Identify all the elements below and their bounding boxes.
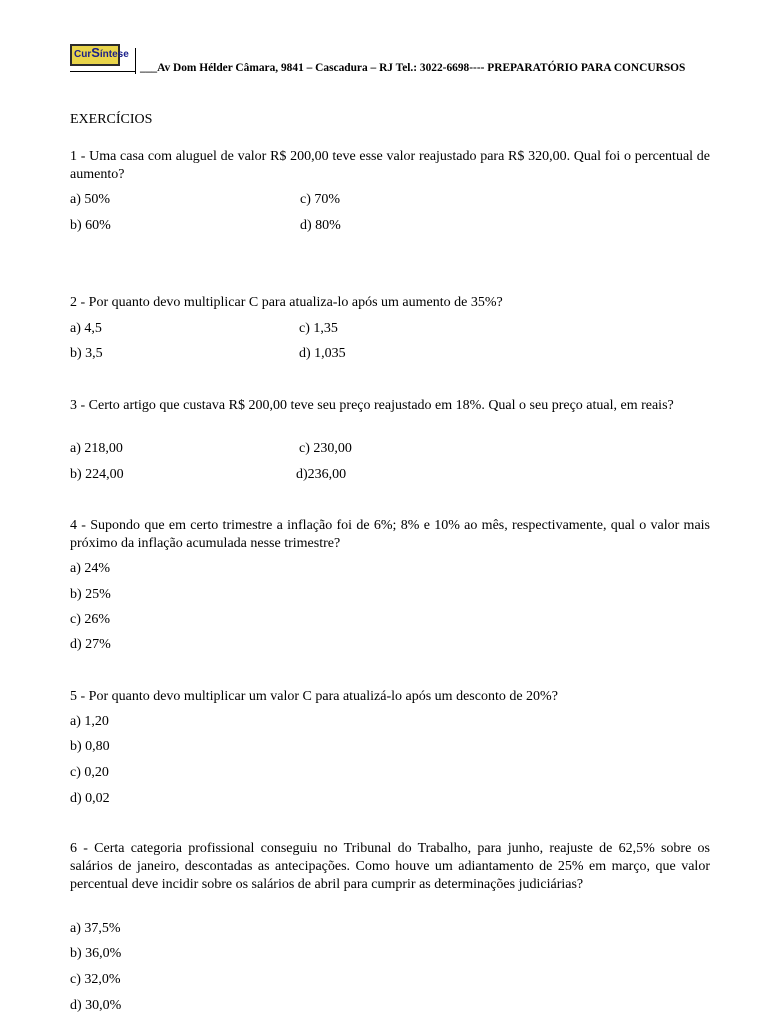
question-2: 2 - Por quanto devo multiplicar C para atualiza-lo após um aumento de 35%? bbox=[70, 295, 503, 310]
question-4-option-d: d) 27% bbox=[70, 637, 111, 652]
question-3-option-c: c) 230,00 bbox=[299, 441, 352, 456]
page-title: EXERCÍCIOS bbox=[70, 112, 153, 127]
question-1-option-a: a) 50% bbox=[70, 192, 111, 207]
question-1-option-d: d) 80% bbox=[300, 218, 341, 233]
question-6-option-a: a) 37,5% bbox=[70, 921, 121, 936]
question-1-option-c: c) 70% bbox=[300, 192, 341, 207]
question-3-option-b: b) 224,00 bbox=[70, 467, 124, 482]
question-3: 3 - Certo artigo que custava R$ 200,00 teve seu preço reajustado em 18%. Qual o seu preço atual, em reais? bbox=[70, 398, 674, 413]
cursintese-logo bbox=[70, 44, 129, 66]
question-4: 4 - Supondo que em certo trimestre a inflação foi de 6%; 8% e 10% ao mês, respectivamente, qual o valor mais próximo da inflação acumulada nesse trimestre? bbox=[70, 518, 710, 551]
question-2-option-d: d) 1,035 bbox=[299, 346, 346, 361]
question-5: 5 - Por quanto devo multiplicar um valor C para atualizá-lo após um desconto de 20%? bbox=[70, 689, 558, 704]
question-4-option-c: c) 26% bbox=[70, 612, 111, 627]
question-1-option-b: b) 60% bbox=[70, 218, 111, 233]
question-4-option-b: b) 25% bbox=[70, 587, 111, 602]
question-5-option-c: c) 0,20 bbox=[70, 765, 109, 780]
question-5-option-d: d) 0,02 bbox=[70, 791, 110, 806]
logo-text-intese: íntese bbox=[99, 49, 129, 60]
logo-text-s: S bbox=[91, 45, 100, 60]
question-6-option-d: d) 30,0% bbox=[70, 998, 122, 1013]
question-2-option-b: b) 3,5 bbox=[70, 346, 103, 361]
question-4-option-a: a) 24% bbox=[70, 561, 111, 576]
question-2-option-c: c) 1,35 bbox=[299, 321, 338, 336]
question-3-option-d: d)236,00 bbox=[296, 467, 347, 482]
question-1: 1 - Uma casa com aluguel de valor R$ 200,00 teve esse valor reajustado para R$ 320,00. Qual foi o percentual de aumento? bbox=[70, 149, 710, 182]
logo-text-cur: Cur bbox=[74, 49, 92, 60]
question-2-option-a: a) 4,5 bbox=[70, 321, 102, 336]
question-6-option-b: b) 36,0% bbox=[70, 946, 122, 961]
question-5-option-a: a) 1,20 bbox=[70, 714, 109, 729]
logo-underline bbox=[70, 71, 136, 72]
question-6-option-c: c) 32,0% bbox=[70, 972, 121, 987]
page-header bbox=[70, 44, 710, 76]
question-6: 6 - Certa categoria profissional conseguiu no Tribunal do Trabalho, para junho, reajuste de 62,5% sobre os salários de janeiro, descontadas as antecipações. Como houve um adiantamento de 25% em março, que valor percentual deve incidir sobre os salários de abril para cumprir as determinações judiciárias? bbox=[70, 841, 710, 892]
question-3-option-a: a) 218,00 bbox=[70, 441, 123, 456]
question-5-option-b: b) 0,80 bbox=[70, 739, 110, 754]
header-address: ___Av Dom Hélder Câmara, 9841 – Cascadura – RJ Tel.: 3022-6698---- PREPARATÓRIO PARA CONCURSOS bbox=[140, 62, 686, 74]
